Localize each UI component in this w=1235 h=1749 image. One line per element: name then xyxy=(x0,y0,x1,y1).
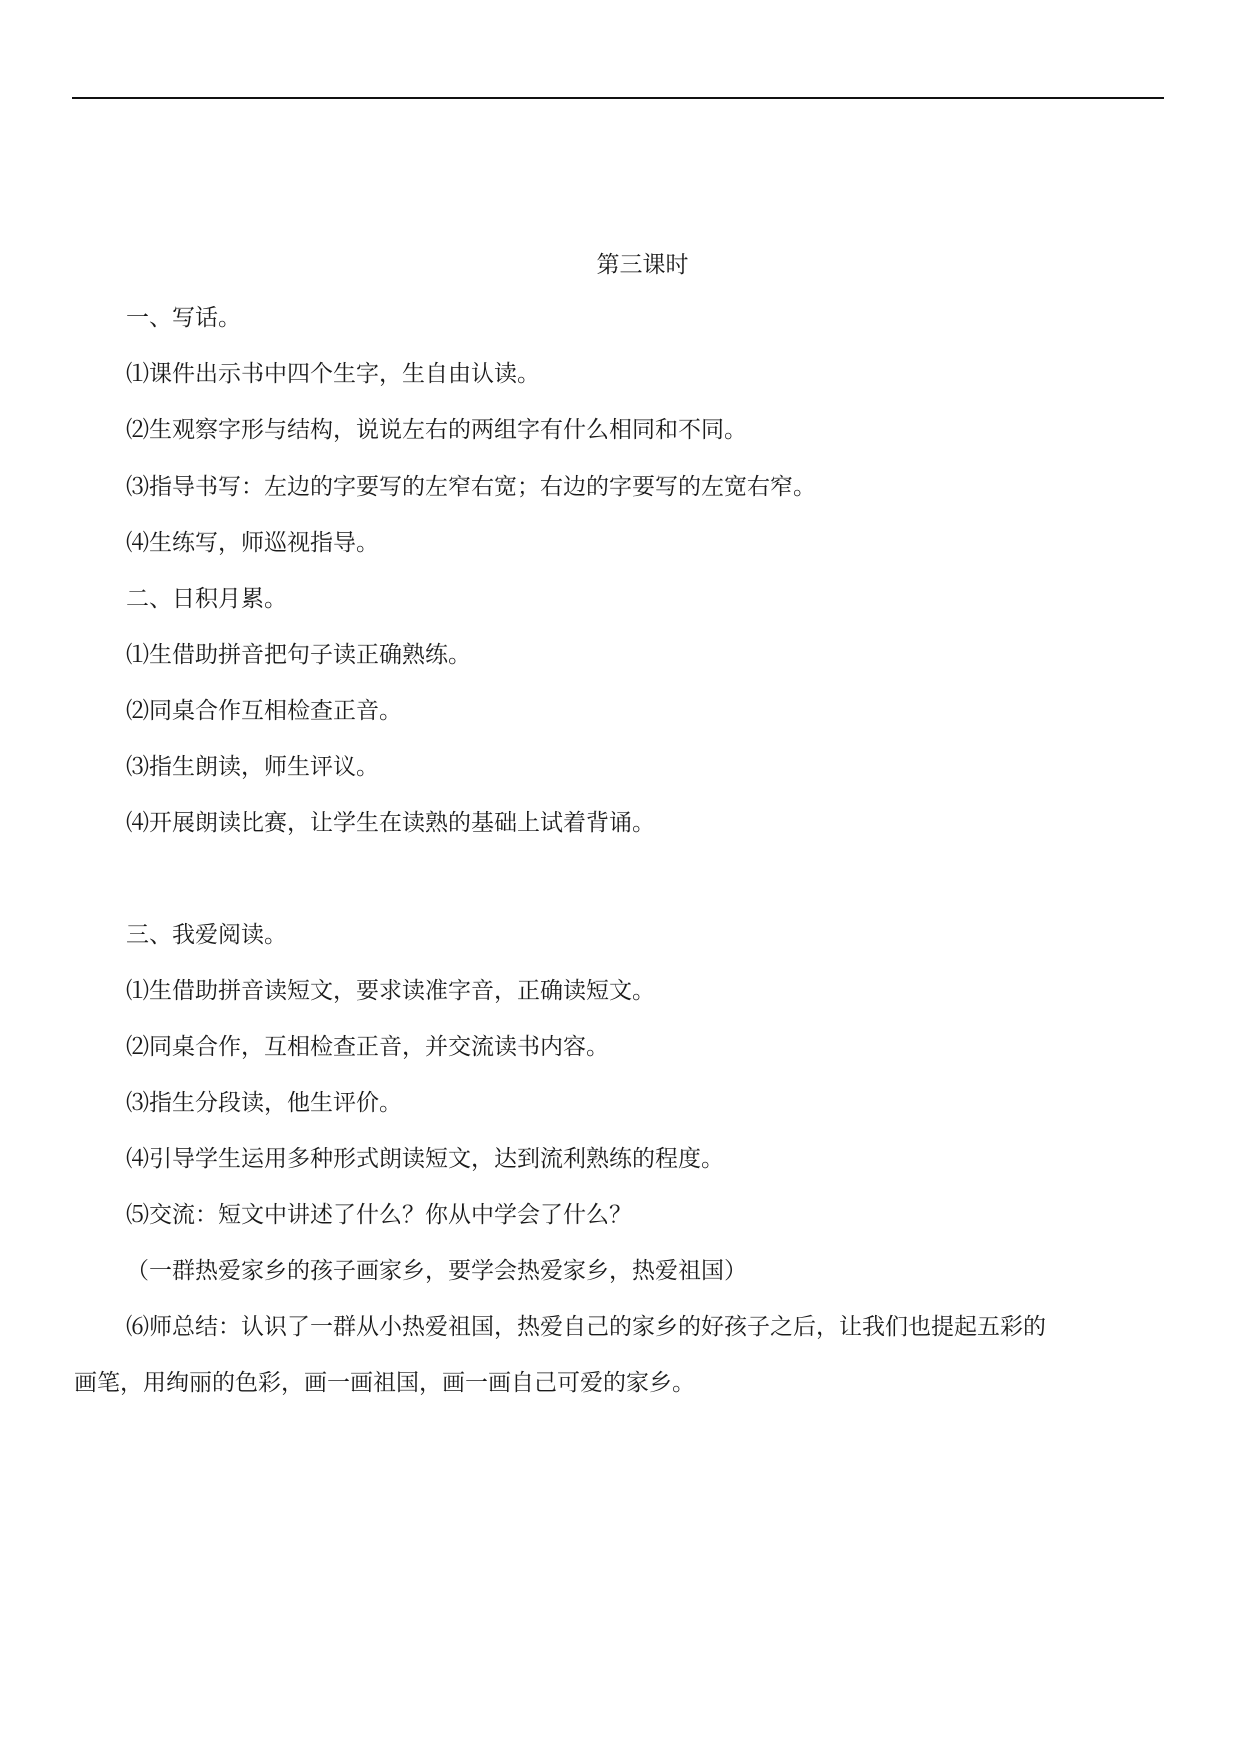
section-heading-accumulation: 二、日积月累。 xyxy=(126,586,287,612)
page-title: 第三课时 xyxy=(596,252,689,278)
list-item: ⑵生观察字形与结构，说说左右的两组字有什么相同和不同。 xyxy=(126,417,747,443)
list-item-continuation: 画笔，用绚丽的色彩，画一画祖国，画一画自己可爱的家乡。 xyxy=(74,1370,695,1396)
list-item: ⑷引导学生运用多种形式朗读短文，达到流利熟练的程度。 xyxy=(126,1146,724,1172)
list-item: ⑷开展朗读比赛，让学生在读熟的基础上试着背诵。 xyxy=(126,810,655,836)
list-item: ⑹师总结：认识了一群从小热爱祖国，热爱自己的家乡的好孩子之后，让我们也提起五彩的 xyxy=(126,1314,1046,1340)
list-item: ⑶指生分段读，他生评价。 xyxy=(126,1090,402,1116)
list-item: （一群热爱家乡的孩子画家乡，要学会热爱家乡，热爱祖国） xyxy=(126,1258,747,1284)
list-item: ⑶指导书写：左边的字要写的左窄右宽；右边的字要写的左宽右窄。 xyxy=(126,474,816,500)
list-item: ⑵同桌合作，互相检查正音，并交流读书内容。 xyxy=(126,1034,609,1060)
list-item: ⑴生借助拼音读短文，要求读准字音，正确读短文。 xyxy=(126,978,655,1004)
header-rule xyxy=(72,97,1164,99)
list-item: ⑴生借助拼音把句子读正确熟练。 xyxy=(126,642,471,668)
list-item: ⑸交流：短文中讲述了什么？你从中学会了什么？ xyxy=(126,1202,632,1228)
list-item: ⑷生练写，师巡视指导。 xyxy=(126,530,379,556)
list-item: ⑴课件出示书中四个生字，生自由认读。 xyxy=(126,361,540,387)
section-heading-writing: 一、写话。 xyxy=(126,305,241,331)
list-item: ⑶指生朗读，师生评议。 xyxy=(126,754,379,780)
list-item: ⑵同桌合作互相检查正音。 xyxy=(126,698,402,724)
section-heading-reading: 三、我爱阅读。 xyxy=(126,922,287,948)
